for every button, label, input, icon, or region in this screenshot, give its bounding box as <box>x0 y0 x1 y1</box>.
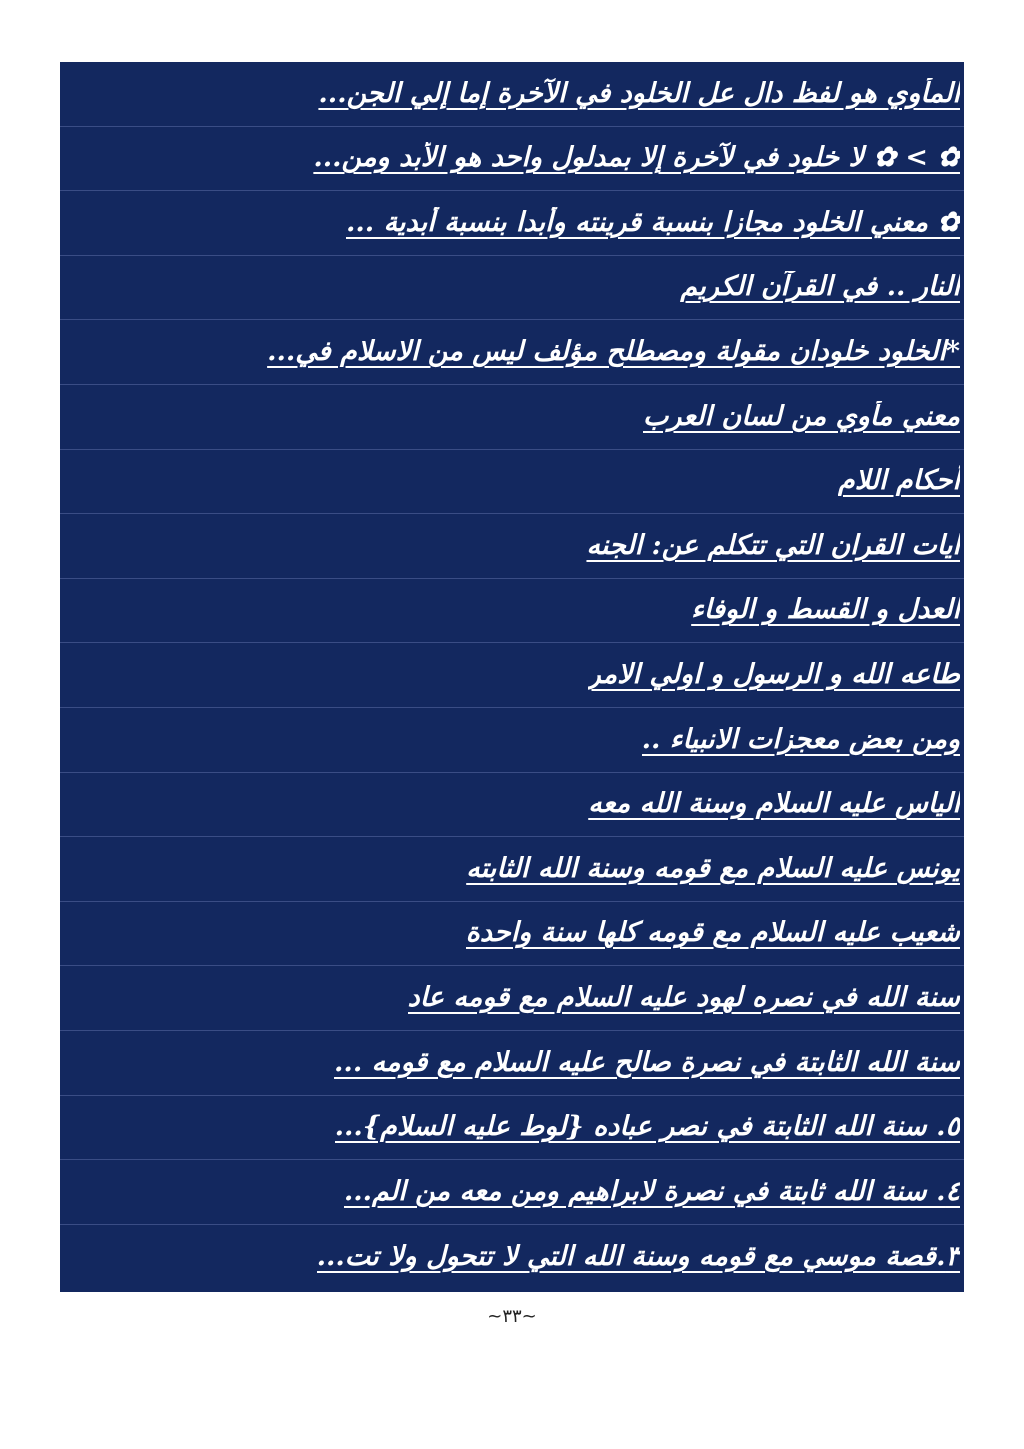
toc-link-15[interactable]: سنة الله في نصره لهود عليه السلام مع قومه عاد <box>407 981 960 1013</box>
toc-link-16[interactable]: سنة الله الثابتة في نصرة صالح عليه السلام مع قومه ... <box>334 1046 960 1078</box>
toc-list <box>60 62 964 1289</box>
toc-link-10[interactable]: طاعه الله و الرسول و اولي الامر <box>587 658 960 690</box>
toc-link-6[interactable]: معني مأوي من لسان العرب <box>642 400 960 432</box>
toc-row <box>60 643 964 708</box>
toc-link-18[interactable]: ٤. سنة الله ثابتة في نصرة لابراهيم ومن معه من الم... <box>343 1175 960 1207</box>
toc-link-4[interactable]: النار .. في القرآن الكريم <box>680 271 960 303</box>
table-of-contents <box>60 62 964 1292</box>
toc-row <box>60 450 964 515</box>
toc-link-17[interactable]: ٥. سنة الله الثابتة في نصر عباده {لوط عليه السلام}... <box>334 1111 960 1143</box>
toc-row <box>60 514 964 579</box>
toc-link-8[interactable]: ايات القران التي تتكلم عن: الجنه <box>586 529 960 561</box>
toc-row <box>60 966 964 1031</box>
page-number: ~٣٣~ <box>487 1306 537 1327</box>
toc-row <box>60 191 964 256</box>
toc-row <box>60 1096 964 1161</box>
toc-row <box>60 1031 964 1096</box>
toc-link-13[interactable]: يونس عليه السلام مع قومه وسنة الله الثابته <box>466 852 960 884</box>
toc-row <box>60 256 964 321</box>
toc-row <box>60 127 964 192</box>
toc-row <box>60 708 964 773</box>
toc-row <box>60 1160 964 1225</box>
toc-row <box>60 837 964 902</box>
toc-row <box>60 385 964 450</box>
toc-link-9[interactable]: العدل و القسط و الوفاء <box>691 594 960 626</box>
toc-row <box>60 773 964 838</box>
toc-link-19[interactable]: ٣.قصة موسي مع قومه وسنة الله التي لا تتحول ولا تت... <box>316 1240 960 1272</box>
toc-link-3[interactable]: ✿ معني الخلود مجازا بنسبة قرينته وأبدا بنسبة أبدية ... <box>345 206 960 238</box>
toc-link-14[interactable]: شعيب عليه السلام مع قومه كلها سنة واحدة <box>465 917 960 949</box>
toc-row <box>60 1225 964 1290</box>
toc-row <box>60 320 964 385</box>
toc-link-11[interactable]: ومن بعض معجزات الانبياء .. <box>641 723 960 755</box>
toc-link-7[interactable]: أحكام اللام <box>837 465 960 497</box>
toc-row <box>60 62 964 127</box>
toc-row <box>60 579 964 644</box>
toc-link-2[interactable]: ✿ > ✿ لا خلود في لآخرة إلا بمدلول واحد هو الأبد ومن... <box>313 142 960 174</box>
toc-link-12[interactable]: الياس عليه السلام وسنة الله معه <box>588 788 960 820</box>
toc-link-1[interactable]: المأوي هو لفظ دال عل الخلود في الآخرة إما إلي الجن... <box>318 77 960 109</box>
toc-row <box>60 902 964 967</box>
toc-link-5[interactable]: *الخلود خلودان مقولة ومصطلح مؤلف ليس من الاسلام في... <box>267 335 960 367</box>
